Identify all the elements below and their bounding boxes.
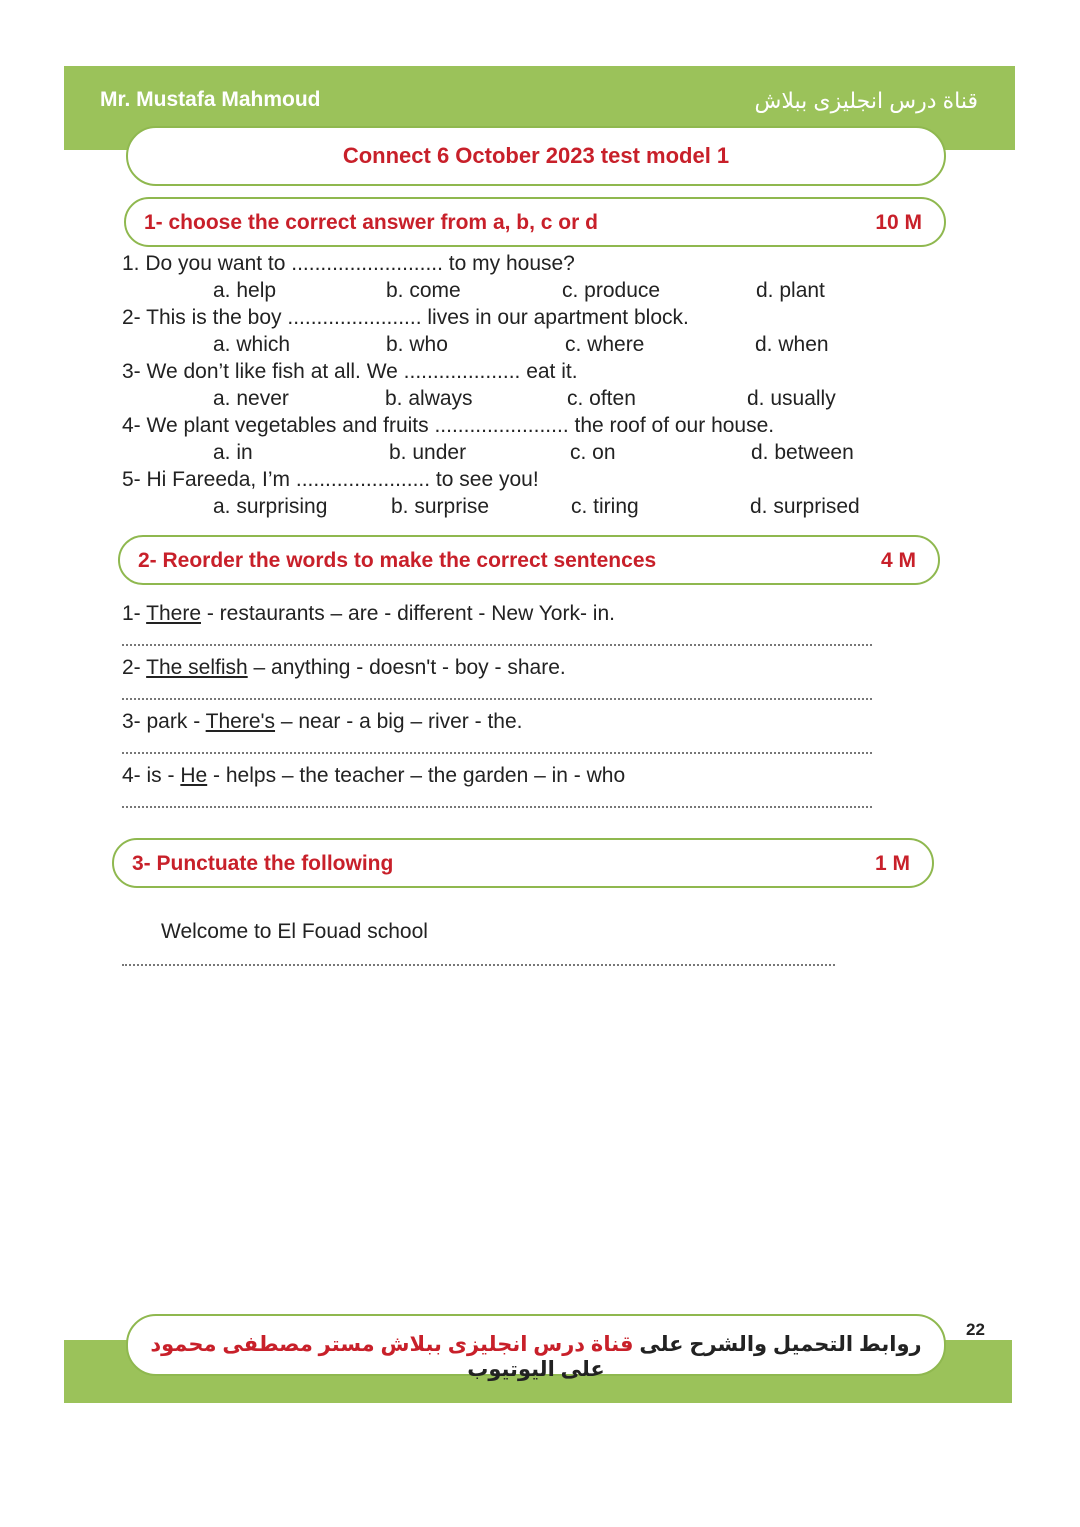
- answer-line-2: [122, 698, 872, 700]
- section2-marks: 4 M: [880, 549, 916, 572]
- q5-option-a: a. surprising: [213, 495, 328, 518]
- section2-header: [118, 535, 940, 585]
- q5-option-c: c. tiring: [571, 495, 639, 518]
- reorder-item-4-rest: - helps – the teacher – the garden – in - who: [207, 764, 626, 787]
- footer-channel-name: قناة درس انجليزى ببلاش مستر مصطفى محمود: [150, 1333, 634, 1356]
- q4-option-a: a. in: [213, 441, 253, 464]
- question-5: 5- Hi Fareeda, I’m ....................... to see you!: [122, 468, 539, 491]
- reorder-item-1-rest: - restaurants – are - different - New York- in.: [201, 602, 615, 625]
- q1-option-c: c. produce: [562, 279, 661, 302]
- section2-title: 2- Reorder the words to make the correct sentences: [138, 549, 657, 572]
- page-number: 22: [966, 1320, 985, 1339]
- answer-line-4: [122, 806, 872, 808]
- reorder-item-1: [122, 602, 615, 626]
- q4-option-d: d. between: [751, 441, 854, 464]
- q3-option-c: c. often: [567, 387, 636, 410]
- q4-option-b: b. under: [389, 441, 467, 464]
- q5-option-b: b. surprise: [391, 495, 490, 518]
- answer-line-3: [122, 752, 872, 754]
- question-1: 1. Do you want to .......................... to my house?: [122, 252, 575, 275]
- reorder-item-4: [122, 764, 625, 788]
- q4-option-c: c. on: [570, 441, 616, 464]
- section1-marks: 10 M: [875, 211, 922, 234]
- q2-option-d: d. when: [755, 333, 829, 356]
- reorder-item-3: [122, 710, 522, 734]
- section3-marks: 1 M: [874, 852, 910, 875]
- q5-option-d: d. surprised: [750, 495, 860, 518]
- q1-option-d: d. plant: [756, 279, 825, 302]
- reorder-item-1-num: 1-: [122, 602, 147, 625]
- q2-option-c: c. where: [565, 333, 645, 356]
- reorder-item-3-num: 3- park -: [122, 710, 206, 733]
- q2-option-a: a. which: [213, 333, 291, 356]
- answer-line-5: [122, 964, 835, 966]
- reorder-item-4-underlined: He: [180, 764, 208, 787]
- footer-text: [128, 1332, 944, 1382]
- reorder-item-3-underlined: There's: [205, 710, 276, 733]
- answer-line-1: [122, 644, 872, 646]
- reorder-item-2-underlined: The selfish: [146, 656, 248, 679]
- test-title: Connect 6 October 2023 test model 1: [342, 143, 730, 168]
- q3-option-a: a. never: [213, 387, 289, 410]
- q3-option-b: b. always: [385, 387, 473, 410]
- reorder-item-2-num: 2-: [122, 656, 147, 679]
- channel-name: قناة درس انجليزى ببلاش: [754, 88, 978, 113]
- teacher-name: Mr. Mustafa Mahmoud: [100, 88, 321, 111]
- section1-header: [124, 197, 946, 247]
- reorder-item-1-underlined: There: [146, 602, 201, 625]
- footer-text-part1: روابط التحميل والشرح على: [633, 1333, 922, 1356]
- reorder-item-2-rest: – anything - doesn't - boy - share.: [247, 656, 566, 679]
- q1-option-a: a. help: [213, 279, 277, 302]
- section3-header: [112, 838, 934, 888]
- question-2: 2- This is the boy ....................... lives in our apartment block.: [122, 306, 689, 329]
- q3-option-d: d. usually: [747, 387, 836, 410]
- section1-title: 1- choose the correct answer from a, b, c or d: [144, 211, 598, 234]
- question-3: 3- We don’t like fish at all. We .................... eat it.: [122, 360, 578, 383]
- reorder-item-3-rest: – near - a big – river - the.: [275, 710, 523, 733]
- footer-text-part3: على اليوتيوب: [467, 1358, 605, 1381]
- question-4: 4- We plant vegetables and fruits ....................... the roof of our house.: [122, 414, 775, 437]
- reorder-item-2: [122, 656, 566, 680]
- q1-option-b: b. come: [386, 279, 461, 302]
- footer-pill: [126, 1314, 946, 1381]
- q2-option-b: b. who: [386, 333, 448, 356]
- section3-title: 3- Punctuate the following: [132, 852, 394, 875]
- reorder-item-4-num: 4- is -: [122, 764, 181, 787]
- title-pill: [126, 126, 946, 186]
- punctuate-sentence: Welcome to El Fouad school: [161, 920, 428, 943]
